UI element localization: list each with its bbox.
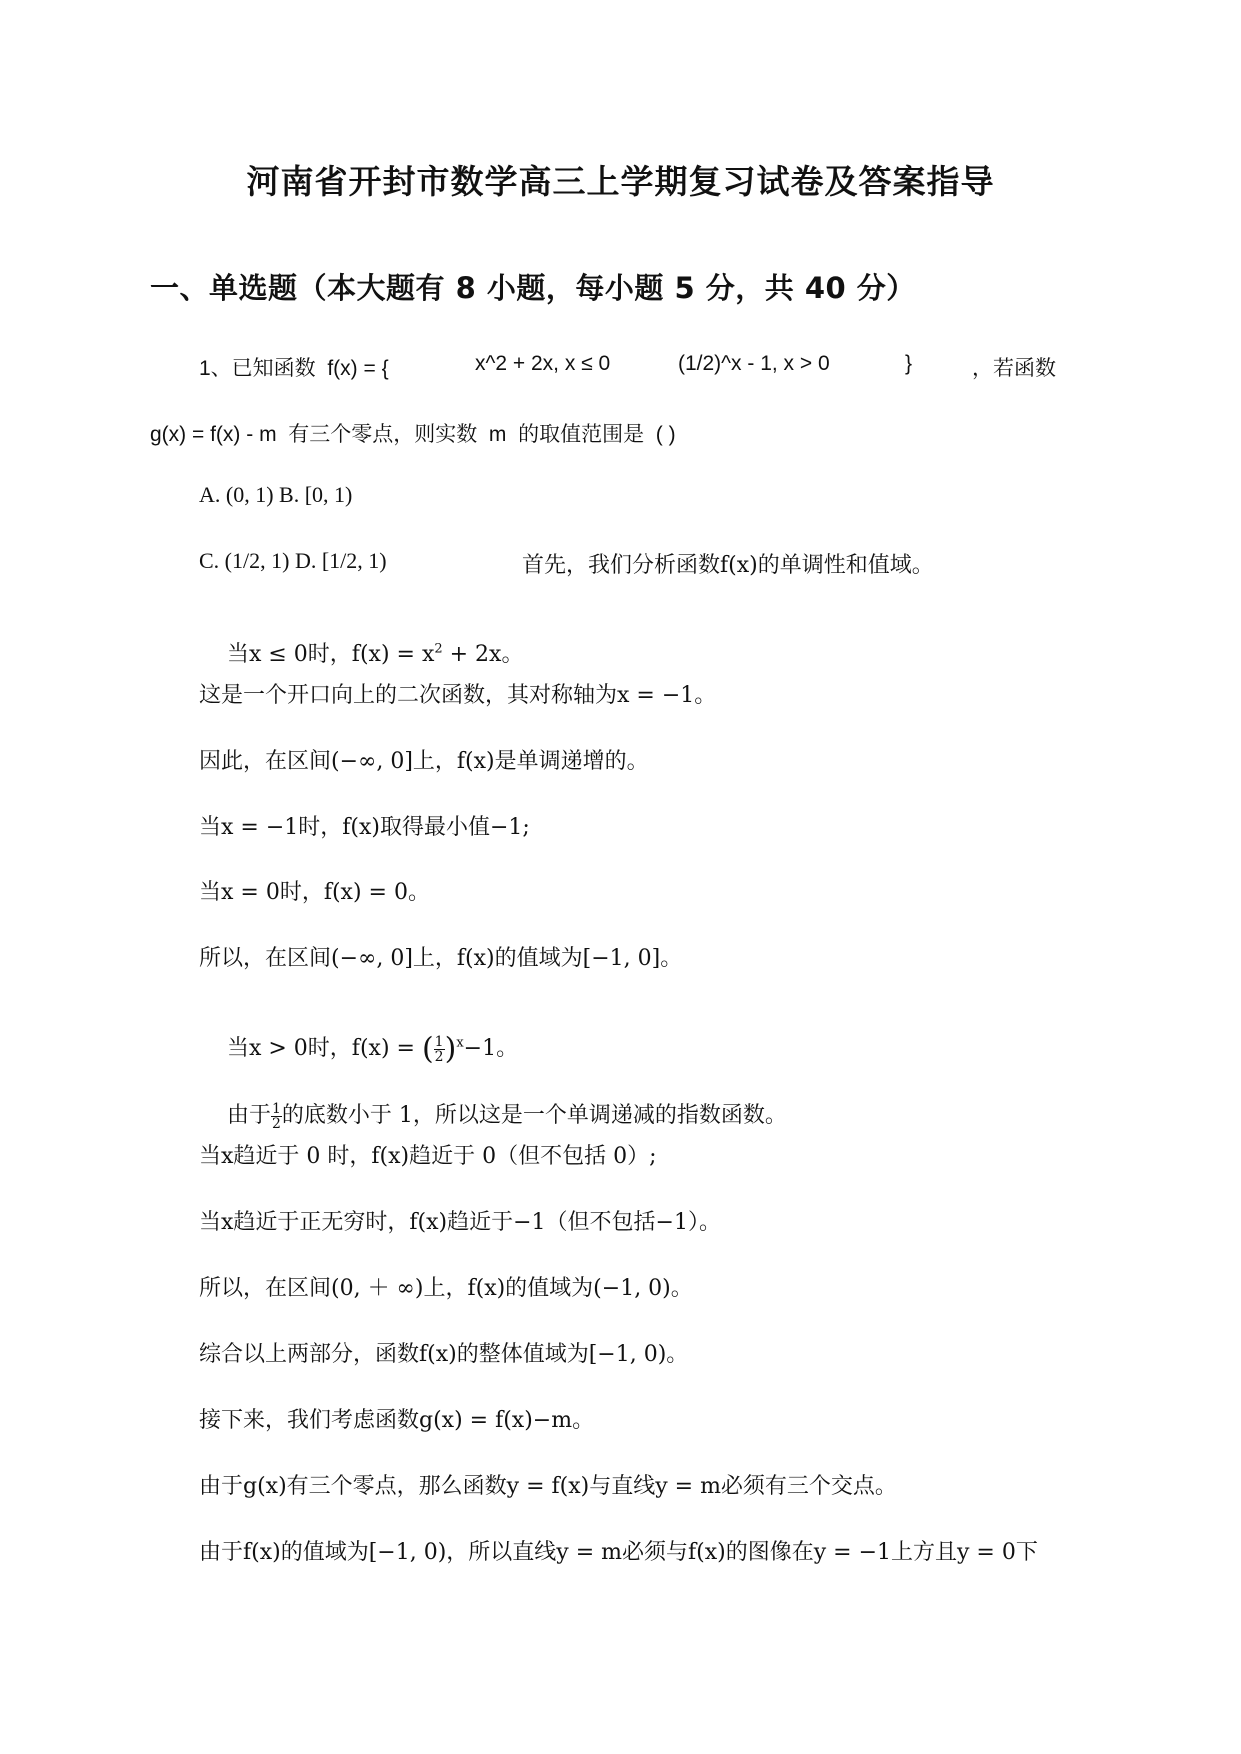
document-title: 河南省开封市数学高三上学期复习试卷及答案指导 — [246, 162, 995, 201]
question-stem-line2: g(x) = f(x) - m 有三个零点，则实数 m 的取值范围是 ( ) — [150, 423, 676, 446]
question-stem-prefix: 1、已知函数 f(x) = { — [199, 357, 389, 380]
solution-line: 由于f(x)的值域为[−1, 0)，所以直线y = m必须与f(x)的图像在y = −1上方且y = 0下 — [199, 1540, 1038, 1565]
left-paren: ( — [421, 1031, 434, 1067]
solution-line: 当x趋近于 0 时，f(x)趋近于 0（但不包括 0）; — [199, 1144, 657, 1169]
exponent: x — [456, 1035, 464, 1051]
fraction-denominator: 2 — [272, 1115, 281, 1132]
solution-line: 接下来，我们考虑函数g(x) = f(x)−m。 — [199, 1408, 595, 1433]
fraction-numerator: 1 — [434, 1033, 444, 1050]
options-ab: A. (0, 1) B. [0, 1) — [199, 482, 353, 507]
solution-text: 由于 — [226, 1103, 271, 1128]
analysis-intro: 首先，我们分析函数f(x)的单调性和值域。 — [522, 553, 934, 578]
solution-line: 所以，在区间(−∞, 0]上，f(x)的值域为[−1, 0]。 — [199, 946, 683, 971]
solution-line: 这是一个开口向上的二次函数，其对称轴为x = −1。 — [199, 683, 717, 708]
solution-text: 当x > 0时，f(x) = — [226, 1036, 422, 1061]
solution-text: 的底数小于 1，所以这是一个单调递减的指数函数。 — [281, 1103, 787, 1128]
fraction-one-half — [434, 1035, 445, 1064]
piecewise-case-two: (1/2)^x - 1, x > 0 — [678, 352, 830, 375]
fraction-numerator: 1 — [272, 1100, 281, 1117]
solution-line: 由于g(x)有三个零点，那么函数y = f(x)与直线y = m必须有三个交点。 — [199, 1474, 897, 1499]
fraction-denominator: 2 — [434, 1048, 444, 1065]
solution-line: 当x = −1时，f(x)取得最小值−1; — [199, 815, 530, 840]
question-stem-suffix: ，若函数 — [972, 357, 1056, 380]
solution-line: 所以，在区间(0, ＋ ∞)上，f(x)的值域为(−1, 0)。 — [199, 1276, 693, 1301]
solution-line: 当x趋近于正无穷时，f(x)趋近于−1（但不包括−1）。 — [199, 1210, 721, 1235]
solution-text: + 2x。 — [442, 642, 524, 667]
solution-text: 当x ≤ 0时，f(x) = x — [226, 642, 435, 667]
section-heading: 一、单选题（本大题有 8 小题，每小题 5 分，共 40 分） — [150, 271, 916, 305]
solution-line: 综合以上两部分，函数f(x)的整体值域为[−1, 0)。 — [199, 1342, 689, 1367]
piecewise-case-one: x^2 + 2x, x ≤ 0 — [475, 352, 611, 375]
solution-line: 因此，在区间(−∞, 0]上，f(x)是单调递增的。 — [199, 749, 649, 774]
fraction-one-half — [271, 1102, 282, 1131]
right-paren: ) — [444, 1031, 457, 1067]
exponent: 2 — [434, 641, 443, 657]
solution-line: 当x = 0时，f(x) = 0。 — [199, 880, 430, 905]
piecewise-brace-close: } — [905, 352, 913, 375]
options-cd: C. (1/2, 1) D. [1/2, 1) — [199, 548, 387, 573]
solution-text: −1。 — [463, 1036, 519, 1061]
